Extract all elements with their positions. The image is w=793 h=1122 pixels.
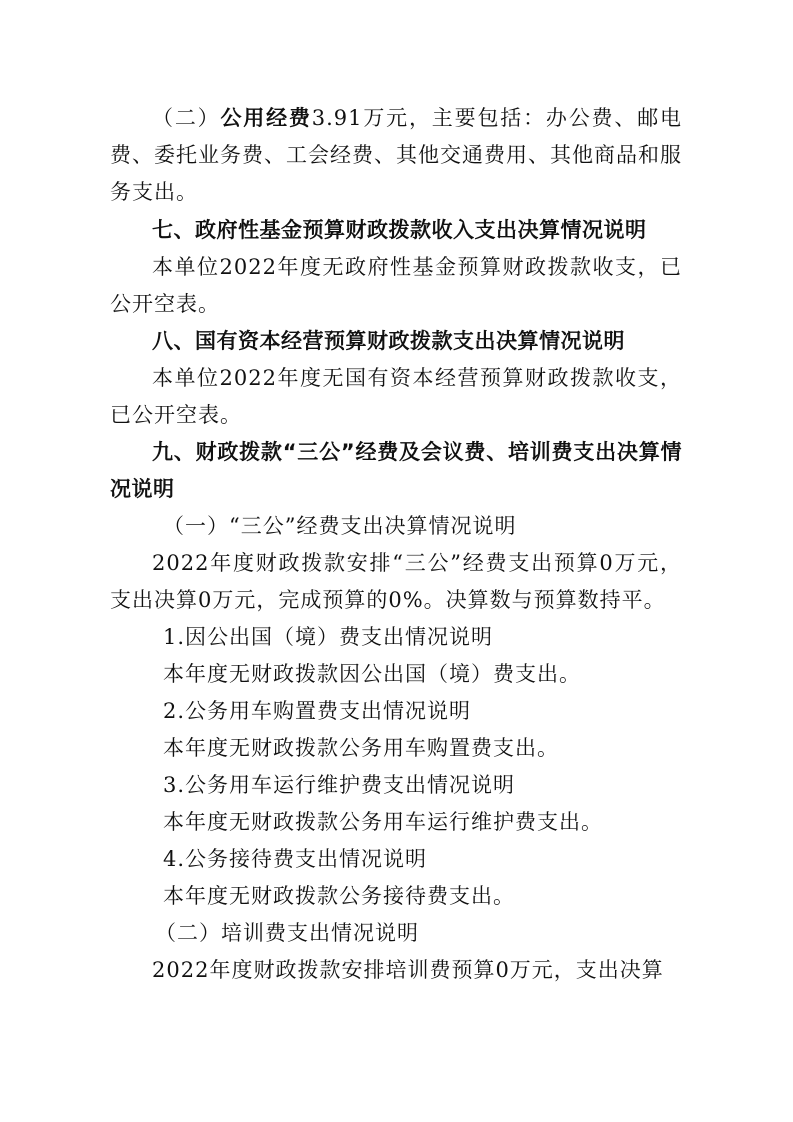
item-3-title: 3.公务用车运行维护费支出情况说明 [163, 773, 516, 797]
section-7-heading: 七、政府性基金预算财政拨款收入支出决算情况说明 [152, 218, 647, 242]
public-expense-paragraph [110, 100, 682, 211]
section-9-heading: 九、财政拨款“三公”经费及会议费、培训费支出决算情况说明 [110, 440, 682, 501]
public-expense-label: 公用经费 [220, 106, 312, 130]
item-1-title: 1.因公出国（境）费支出情况说明 [163, 625, 494, 649]
subsection-1-body: 2022年度财政拨款安排“三公”经费支出预算0万元，支出决算0万元，完成预算的0%。决算数与预算数持平。 [110, 551, 682, 612]
subsection-1-title: （一）“三公”经费支出决算情况说明 [163, 514, 517, 538]
item-3-body: 本年度无财政拨款公务用车运行维护费支出。 [163, 810, 603, 834]
subsection-2-body: 2022年度财政拨款安排培训费预算0万元，支出决算 [152, 958, 664, 982]
item-2-title: 2.公务用车购置费支出情况说明 [163, 699, 472, 723]
item-4-body: 本年度无财政拨款公务接待费支出。 [163, 884, 515, 908]
section-7-body: 本单位2022年度无政府性基金预算财政拨款收支，已公开空表。 [110, 255, 682, 316]
public-expense-prefix: （二） [152, 106, 221, 130]
item-2-body: 本年度无财政拨款公务用车购置费支出。 [163, 736, 559, 760]
subsection-2-title: （二）培训费支出情况说明 [155, 921, 419, 945]
public-expense-text: 3.91万元，主要包括：办公费、邮电费、委托业务费、工会经费、其他交通费用、其他商品和服务支出。 [110, 106, 683, 204]
item-4-title: 4.公务接待费支出情况说明 [163, 847, 428, 871]
item-1-body: 本年度无财政拨款因公出国（境）费支出。 [163, 662, 581, 686]
section-8-body: 本单位2022年度无国有资本经营预算财政拨款收支，已公开空表。 [110, 366, 682, 427]
section-8-heading: 八、国有资本经营预算财政拨款支出决算情况说明 [152, 329, 625, 353]
